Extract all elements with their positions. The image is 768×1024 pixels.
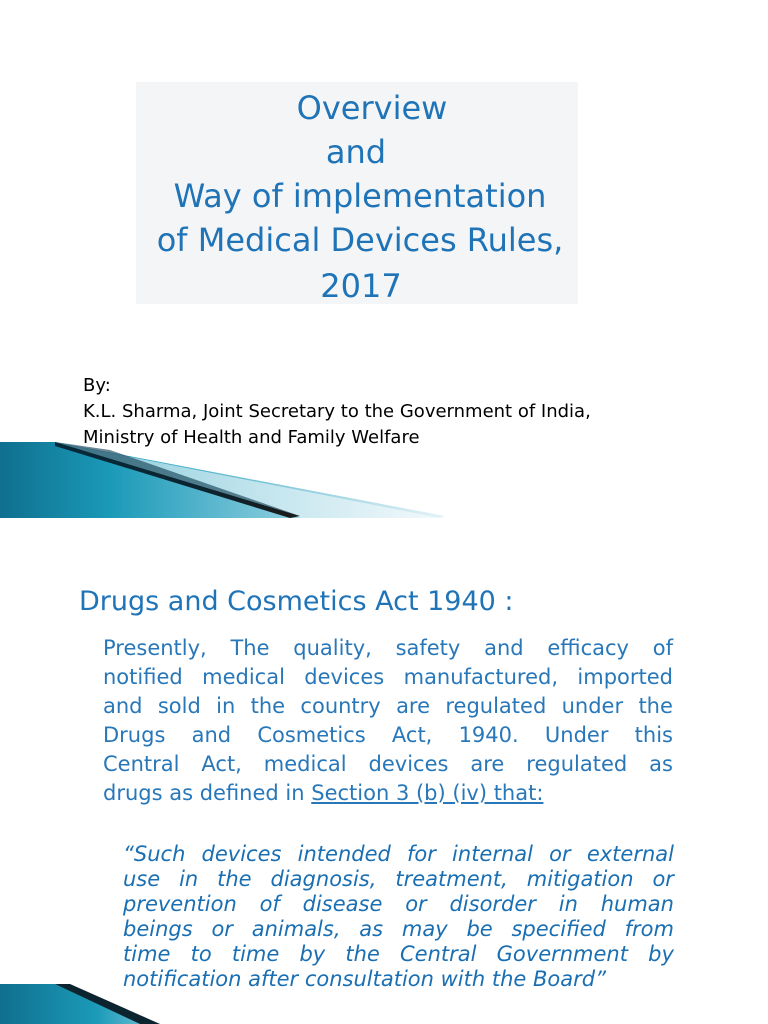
paragraph-line-6 — [103, 779, 673, 808]
paragraph-line-3: and sold in the country are regulated under the — [103, 694, 673, 718]
quote-line-4: beings or animals, as may be specified from — [123, 917, 674, 941]
title-line-1: Overview — [296, 89, 448, 127]
quote-line-3: prevention of disease or disorder in human — [123, 892, 674, 916]
byline-label: By: — [83, 375, 111, 396]
paragraph-line-5: Central Act, medical devices are regulated as — [103, 752, 673, 776]
paragraph-line-4: Drugs and Cosmetics Act, 1940. Under this — [103, 723, 673, 747]
title-line-4: of Medical Devices Rules, — [156, 221, 564, 259]
title-line-3: Way of implementation — [173, 177, 547, 215]
title-line-5: 2017 — [320, 267, 402, 305]
slide-2-heading: Drugs and Cosmetics Act 1940 : — [79, 586, 514, 617]
decorative-swoosh — [0, 430, 450, 522]
quote-line-1: “Such devices intended for internal or external — [123, 842, 674, 866]
byline-ministry: Ministry of Health and Family Welfare — [83, 427, 420, 448]
quote-line-6: notification after consultation with the Board” — [123, 967, 606, 991]
byline-author: K.L. Sharma, Joint Secretary to the Government of India, — [83, 401, 591, 422]
title-line-2: and — [325, 133, 387, 171]
slide-2 — [0, 540, 768, 1024]
paragraph-line-1: Presently, The quality, safety and efficacy of — [103, 636, 673, 660]
quote-line-5: time to time by the Central Government by — [123, 942, 674, 966]
quote-line-2: use in the diagnosis, treatment, mitigation or — [123, 867, 674, 891]
section-reference-link[interactable]: Section 3 (b) (iv) that: — [311, 781, 544, 805]
decorative-corner-swoosh — [0, 984, 160, 1024]
paragraph-line-2: notified medical devices manufactured, imported — [103, 665, 673, 689]
paragraph-last-prefix: drugs as defined in — [103, 781, 312, 805]
